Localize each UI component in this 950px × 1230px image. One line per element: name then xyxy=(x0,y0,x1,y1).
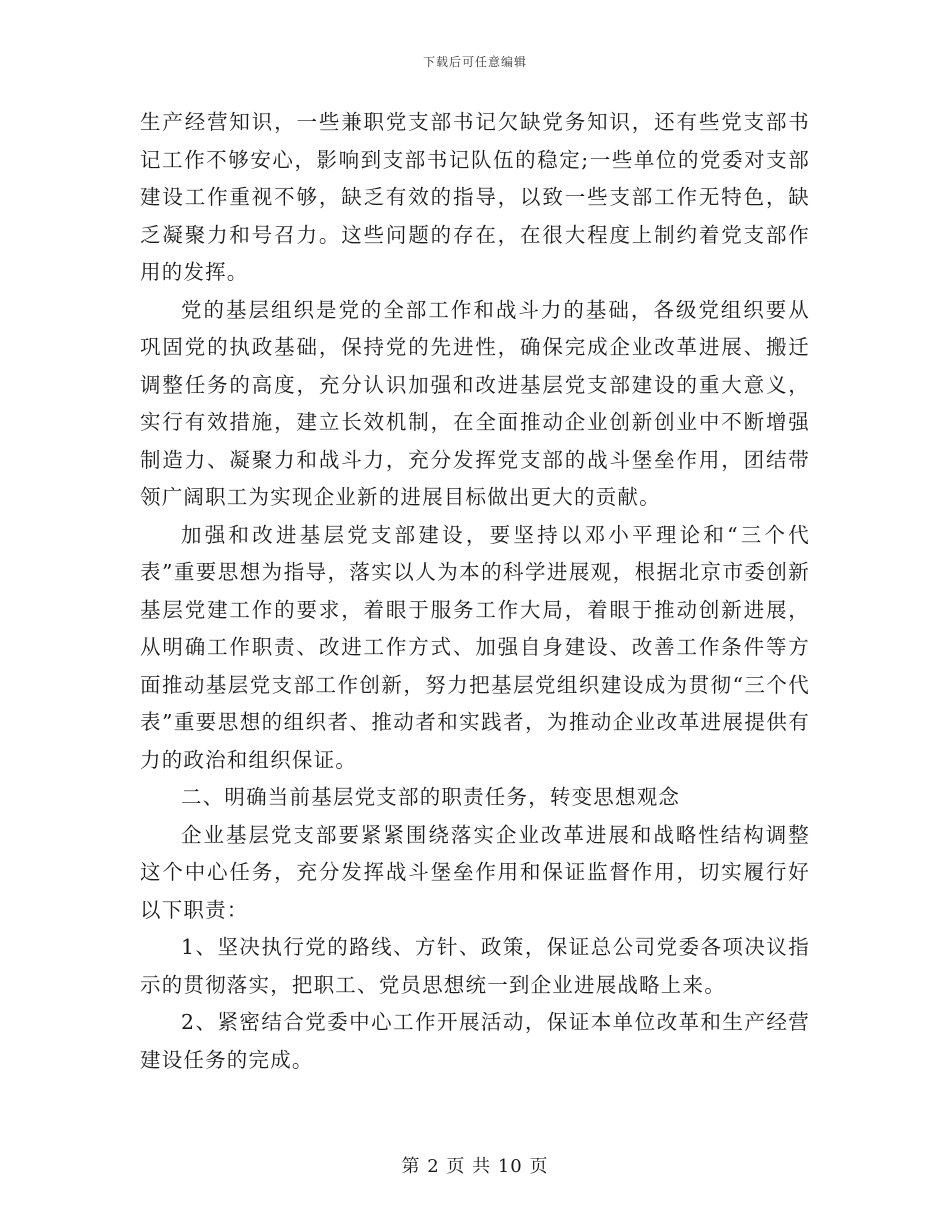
paragraph: 党的基层组织是党的全部工作和战斗力的基础，各级党组织要从巩固党的执政基础，保持党的先进性，确保完成企业改革进展、搬迁调整任务的高度，充分认识加强和改进基层党支部建设的重大意义，实行有效措施，建立长效机制，在全面推动企业创新创业中不断增强制造力、凝聚力和战斗力，充分发挥党支部的战斗堡垒作用，团结带领广阔职工为实现企业新的进展目标做出更大的贡献。 xyxy=(140,297,810,509)
paragraph: 生产经营知识，一些兼职党支部书记欠缺党务知识，还有些党支部书记工作不够安心，影响到支部书记队伍的稳定;一些单位的党委对支部建设工作重视不够，缺乏有效的指导，以致一些支部工作无特色，缺乏凝聚力和号召力。这些问题的存在，在很大程度上制约着党支部作用的发挥。 xyxy=(140,110,810,284)
document-body xyxy=(140,104,810,1079)
paragraph: 企业基层党支部要紧紧围绕落实企业改革进展和战略性结构调整这个中心任务，充分发挥战斗堡垒作用和保证监督作用，切实履行好以下职责： xyxy=(140,822,810,922)
list-item: 1、坚决执行党的路线、方针、政策，保证总公司党委各项决议指示的贯彻落实，把职工、党员思想统一到企业进展战略上来。 xyxy=(140,935,810,997)
list-item: 2、紧密结合党委中心工作开展活动，保证本单位改革和生产经营建设任务的完成。 xyxy=(140,1010,810,1072)
section-heading: 二、明确当前基层党支部的职责任务，转变思想观念 xyxy=(181,785,681,809)
page-footer: 第 2 页 共 10 页 xyxy=(401,1156,549,1177)
paragraph: 加强和改进基层党支部建设，要坚持以邓小平理论和“三个代表”重要思想为指导，落实以人为本的科学进展观，根据北京市委创新基层党建工作的要求，着眼于服务工作大局，着眼于推动创新进展，从明确工作职责、改进工作方式、加强自身建设、改善工作条件等方面推动基层党支部工作创新，努力把基层党组织建设成为贯彻“三个代表”重要思想的组织者、推动者和实践者，为推动企业改革进展提供有力的政治和组织保证。 xyxy=(140,522,810,772)
page-header: 下载后可任意编辑 xyxy=(422,55,527,69)
